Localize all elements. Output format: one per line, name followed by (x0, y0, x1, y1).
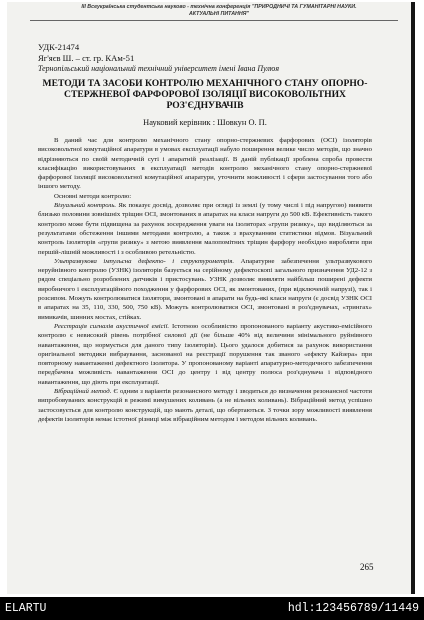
supervisor: Науковий керівник : Шовкун О. П. (143, 118, 267, 127)
paragraph (38, 387, 372, 424)
paragraph-text: Істотною особливістю пропонованого варіанту акустико-емісійного контролю є невисокий рівень потрібної силової дії (не більше 40% від величини мінімального руйнівного навантаження, що нормується для даного типу ізоляторів). Цього удалося добитися за рахунок використання оригінальної методики вибраування, заснованої на реєстрації порушення так званого «ефекту Кайзера» при повторному навантаженні дефектного ізолятора. У пропонованому варіанті апаратурно-методичного забезпечення передбачена можливість навантаження ОСІ до центру і від центру полюса роз'єднувача і відповідного навантаження, що діють при експлуатації. (38, 322, 373, 386)
article-title: МЕТОДИ ТА ЗАСОБИ КОНТРОЛЮ МЕХАНІЧНОГО СТАНУ ОПОРНО-СТЕРЖНЕВОЇ ФАРФОРОВОЇ ІЗОЛЯЦІЇ ВИСОКОВОЛЬТНИХ РОЗ'ЄДНУВАЧІВ (42, 78, 368, 112)
udk-code: УДК-21474 (38, 42, 80, 52)
paragraph-lead: Ультразвукова імпульсна дефекто- і структурометрія. (54, 257, 235, 265)
article-body (38, 136, 372, 424)
affiliation: Тернопільський національний технічний університет імені Івана Пулюя (38, 64, 280, 73)
handle-id: hdl:123456789/11449 (287, 602, 419, 615)
paragraph-lead: Реєстрація сигналів акустичної емісії. (54, 322, 170, 330)
paragraph (38, 257, 372, 322)
paragraph-lead: Візуальний контроль. (54, 202, 117, 210)
repository-footer (0, 597, 424, 620)
paragraph-text: Апаратурне забезпечення ультразвукового неруйнівного контролю (УЗНК) ізоляторів базується на серійному дефектоскопі загального призначення УД2-12 з рядом спеціально розроблених датчиків і пристосувань. УЗНК дозволяє виявляти найбільш поширені дефекти виробничого і експлуатаційного походження у фарфорових ОСІ, як змонтованих, (при відключеній напрузі), так і розсипом. Можуть контролюватися ізолятори, змонтовані в апарати на будь-які класи напруги (є досвід УЗНК ОСІ в апаратах на 35, 110, 330, 500, 750 кВ). Можуть контролюватися ОСІ, змонтовані в роз'єднувачах, «трингах» вимикачів, шинних мостах, стійках. (38, 257, 372, 321)
paragraph-text: Основні методи контролю: (54, 192, 132, 200)
author-line: Яг'яєв Ш. – ст. гр. КАм-51 (38, 53, 135, 63)
paragraph (38, 201, 372, 257)
conference-header (30, 4, 408, 17)
scan-edge (411, 2, 415, 594)
paragraph-lead: Вібраційний метод. (54, 388, 112, 396)
paragraph (38, 192, 372, 201)
paragraph-text: Як показує досвід, дозволяє при огляді із землі (у тому числі і під напругою) виявити близько половини зовнішніх тріщин ОСІ, змонтованих в апаратах на класи напруги до 500 кВ. Ефективність такого контролю може бути підвищена за рахунок зосередження уваги на ізоляторах «групи ризику», що виділяються за результатами обстеження іншими методами контролю, а також з врахуванням статистики відмов. Візуальний контроль ізоляторів «групи ризику» з метою виявлення малопомітних тріщин фарфору необхідно виробляти при першій-лішній можливості і з особливою ретельністю. (38, 202, 372, 256)
paragraph (38, 322, 372, 387)
paragraph (38, 136, 372, 192)
conference-header-line-2: АКТУАЛЬНІ ПИТАННЯ" (188, 10, 250, 17)
header-rule (30, 20, 398, 21)
paragraph-text: Є одним з варіантів резонансного методу і зводиться до визначення резонансної частоти випробовуваних конструкцій в режимі вимушених коливань (а не вільних коливань). Вібраційний метод успішно застосовується для контролю конструкцій, що мають деталі, що обертаються. З точки зору можливості виявлення дефектів ізоляторів немає істотної різниці між вібраційним методом і методом вільних коливань. (38, 388, 372, 423)
conference-header-line-1: III Всеукраїнська студентська науково - технічна конференція "ПРИРОДНИЧІ ТА ГУМАНІТАРНІ НАУКИ. (81, 4, 357, 10)
page-number: 265 (360, 562, 374, 572)
paragraph-text: В даний час для контролю механічного стану опорно-стержневих фарфорових (ОСІ) ізоляторів високовольтної комутаційної апаратури в умовах експлуатації набуло поширення велике число методів, що значно відрізняються по своїй методичній суті і апаратній реалізації. В даній публікації зроблена спроба провести класифікацію використовуваних в експлуатації методів контролю механічного стану опорно-стержневої фарфорової ізоляції високовольтної комутаційної апаратури, уточнити можливості і сфери застосування того або іншого методу. (38, 137, 372, 191)
repository-name: ELARTU (5, 602, 47, 615)
